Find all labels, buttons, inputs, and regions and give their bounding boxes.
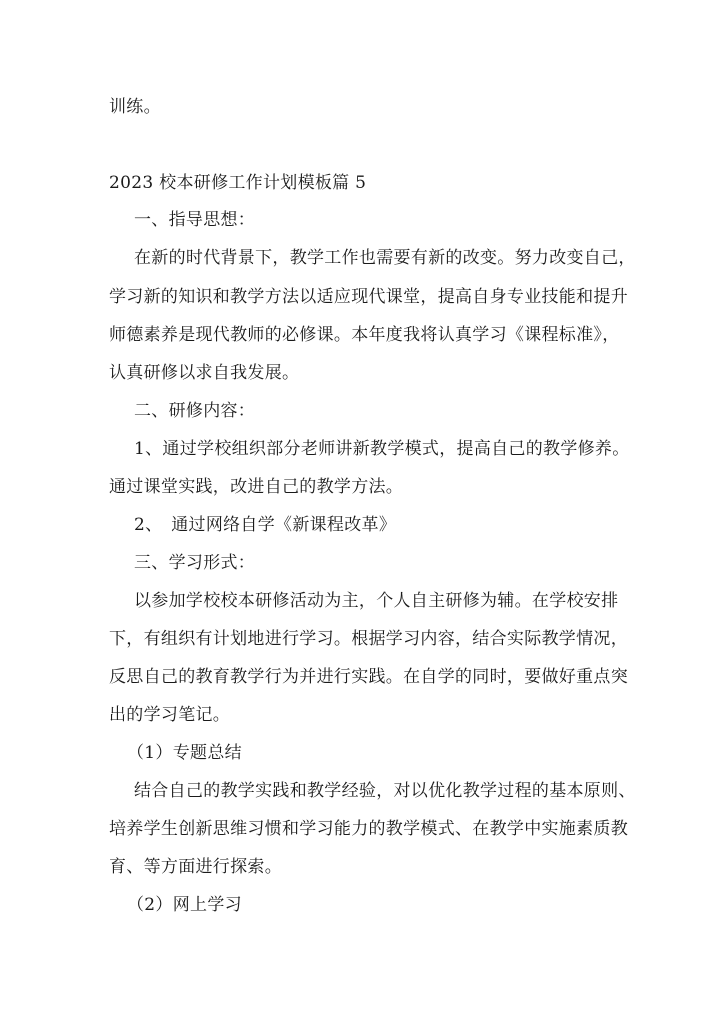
paragraph-line: 下，有组织有计划地进行学习。根据学习内容，结合实际教学情况，	[109, 629, 628, 649]
text-line-continuation: 训练。	[109, 97, 161, 117]
heading-study-content: 二、研修内容：	[134, 401, 256, 421]
list-item: 2、 通过网络自学《新课程改革》	[134, 515, 397, 535]
paragraph-line: 育、等方面进行探索。	[109, 857, 282, 877]
heading-guiding-ideology: 一、指导思想：	[134, 210, 256, 230]
paragraph-line: 通过课堂实践，改进自己的教学方法。	[109, 477, 404, 497]
paragraph-line: 1、通过学校组织部分老师讲新教学模式，提高自己的教学修养。	[134, 439, 630, 459]
heading-study-form: 三、学习形式：	[134, 553, 256, 573]
paragraph-line: 培养学生创新思维习惯和学习能力的教学模式、在教学中实施素质教	[109, 819, 628, 839]
paragraph-line: 结合自己的教学实践和教学经验，对以优化教学过程的基本原则、	[134, 781, 636, 801]
paragraph-line: 反思自己的教育教学行为并进行实践。在自学的同时，要做好重点突	[109, 667, 628, 687]
paragraph-line: 师德素养是现代教师的必修课。本年度我将认真学习《课程标准》，	[109, 325, 620, 345]
paragraph-line: 认真研修以求自我发展。	[109, 363, 300, 383]
section-title: 2023 校本研修工作计划模板篇 5	[109, 173, 367, 193]
paragraph-line: 在新的时代背景下，教学工作也需要有新的改变。努力改变自己，	[134, 248, 636, 268]
subheading-topic-summary: （1）专题总结	[127, 743, 242, 763]
paragraph-line: 以参加学校校本研修活动为主，个人自主研修为辅。在学校安排	[134, 591, 619, 611]
subheading-online-learning: （2）网上学习	[127, 895, 242, 915]
paragraph-line: 出的学习笔记。	[109, 705, 231, 725]
paragraph-line: 学习新的知识和教学方法以适应现代课堂，提高自身专业技能和提升	[109, 287, 628, 307]
